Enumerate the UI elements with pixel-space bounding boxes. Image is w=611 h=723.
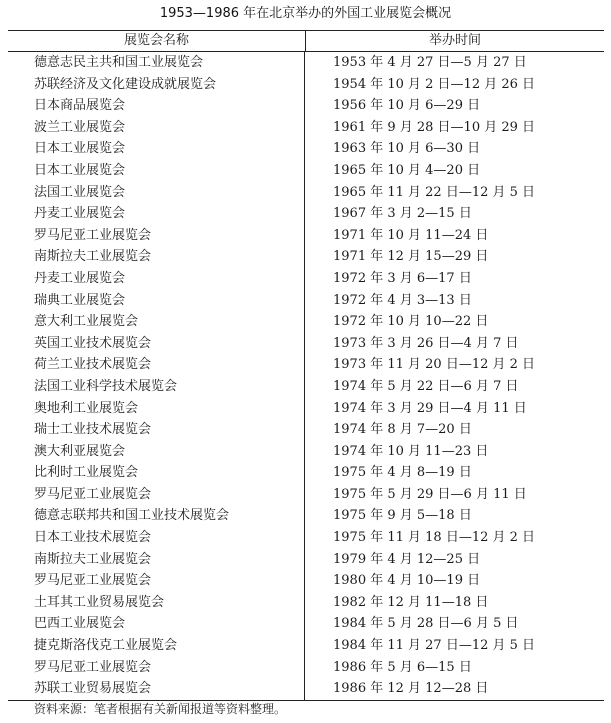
cell-exhibition-name: 南斯拉夫工业展览会 bbox=[8, 549, 305, 571]
cell-exhibition-date: 1956 年 10 月 6—29 日 bbox=[333, 98, 481, 114]
cell-exhibition-date: 1973 年 3 月 26 日—4 月 7 日 bbox=[333, 335, 519, 351]
table-row bbox=[8, 678, 604, 700]
cell-exhibition-date: 1974 年 3 月 29 日—4 月 11 日 bbox=[333, 400, 527, 416]
cell-exhibition-date: 1975 年 11 月 18 日—12 月 2 日 bbox=[333, 530, 536, 546]
cell-exhibition-date: 1979 年 4 月 12—25 日 bbox=[333, 551, 481, 567]
cell-exhibition-name: 罗马尼亚工业展览会 bbox=[8, 225, 305, 247]
table-row bbox=[8, 203, 604, 225]
cell-exhibition-name: 日本工业展览会 bbox=[8, 160, 305, 182]
cell-exhibition-date: 1986 年 12 月 12—28 日 bbox=[333, 681, 489, 697]
cell-exhibition-name: 日本工业技术展览会 bbox=[8, 527, 305, 549]
table-row bbox=[8, 246, 604, 268]
cell-exhibition-name: 荷兰工业技术展览会 bbox=[8, 354, 305, 376]
cell-exhibition-name: 奥地利工业展览会 bbox=[8, 398, 305, 420]
table-title: 1953—1986 年在北京举办的外国工业展览会概况 bbox=[159, 6, 452, 21]
cell-exhibition-name: 日本商品展览会 bbox=[8, 95, 305, 117]
table-row bbox=[8, 657, 604, 679]
cell-exhibition-date: 1971 年 10 月 11—24 日 bbox=[333, 227, 489, 243]
table-row bbox=[8, 290, 604, 312]
cell-exhibition-date: 1971 年 12 月 15—29 日 bbox=[333, 249, 489, 265]
table-row bbox=[8, 549, 604, 571]
table-row bbox=[8, 160, 604, 182]
cell-exhibition-date: 1974 年 5 月 22 日—6 月 7 日 bbox=[333, 378, 519, 394]
table-row bbox=[8, 74, 604, 96]
table-row bbox=[8, 462, 604, 484]
cell-exhibition-date: 1967 年 3 月 2—15 日 bbox=[333, 206, 472, 222]
table-row bbox=[8, 138, 604, 160]
table-row bbox=[8, 225, 604, 247]
table-header bbox=[8, 31, 604, 52]
table-row bbox=[8, 441, 604, 463]
table-row bbox=[8, 505, 604, 527]
cell-exhibition-name: 澳大利亚展览会 bbox=[8, 441, 305, 463]
table-row bbox=[8, 419, 604, 441]
cell-exhibition-date: 1984 年 5 月 28 日—6 月 5 日 bbox=[333, 616, 519, 632]
table-row bbox=[8, 376, 604, 398]
table-row bbox=[8, 268, 604, 290]
cell-exhibition-date: 1961 年 9 月 28 日—10 月 29 日 bbox=[333, 119, 536, 135]
cell-exhibition-date: 1982 年 12 月 11—18 日 bbox=[333, 594, 489, 610]
cell-exhibition-name: 苏联工业贸易展览会 bbox=[8, 678, 305, 700]
cell-exhibition-name: 日本工业展览会 bbox=[8, 138, 305, 160]
table-row bbox=[8, 613, 604, 635]
cell-exhibition-name: 罗马尼亚工业展览会 bbox=[8, 657, 305, 679]
table-row bbox=[8, 527, 604, 549]
table-row bbox=[8, 354, 604, 376]
table-row bbox=[8, 95, 604, 117]
cell-exhibition-date: 1984 年 11 月 27 日—12 月 5 日 bbox=[333, 638, 536, 654]
cell-exhibition-date: 1975 年 5 月 29 日—6 月 11 日 bbox=[333, 486, 527, 502]
cell-exhibition-name: 巴西工业展览会 bbox=[8, 613, 305, 635]
cell-exhibition-date: 1980 年 4 月 10—19 日 bbox=[333, 573, 481, 589]
cell-exhibition-date: 1954 年 10 月 2 日—12 月 26 日 bbox=[333, 76, 536, 92]
cell-exhibition-name: 罗马尼亚工业展览会 bbox=[8, 570, 305, 592]
cell-exhibition-name: 德意志联邦共和国工业技术展览会 bbox=[8, 505, 305, 527]
cell-exhibition-date: 1986 年 5 月 6—15 日 bbox=[333, 659, 472, 675]
table-row bbox=[8, 311, 604, 333]
cell-exhibition-name: 德意志民主共和国工业展览会 bbox=[8, 52, 305, 74]
table-row bbox=[8, 484, 604, 506]
cell-exhibition-name: 丹麦工业展览会 bbox=[8, 203, 305, 225]
cell-exhibition-name: 法国工业科学技术展览会 bbox=[8, 376, 305, 398]
cell-exhibition-date: 1963 年 10 月 6—30 日 bbox=[333, 141, 481, 157]
table-row bbox=[8, 333, 604, 355]
cell-exhibition-name: 南斯拉夫工业展览会 bbox=[8, 246, 305, 268]
cell-exhibition-name: 苏联经济及文化建设成就展览会 bbox=[8, 74, 305, 96]
cell-exhibition-name: 罗马尼亚工业展览会 bbox=[8, 484, 305, 506]
cell-exhibition-date: 1972 年 4 月 3—13 日 bbox=[333, 292, 472, 308]
cell-exhibition-name: 土耳其工业贸易展览会 bbox=[8, 592, 305, 614]
cell-exhibition-name: 比利时工业展览会 bbox=[8, 462, 305, 484]
table-row bbox=[8, 398, 604, 420]
cell-exhibition-name: 捷克斯洛伐克工业展览会 bbox=[8, 635, 305, 657]
table-row bbox=[8, 635, 604, 657]
cell-exhibition-date: 1953 年 4 月 27 日—5 月 27 日 bbox=[333, 55, 527, 70]
cell-exhibition-name: 丹麦工业展览会 bbox=[8, 268, 305, 290]
source-note: 资料来源：笔者根据有关新闻报道等资料整理。 bbox=[34, 702, 287, 716]
cell-exhibition-name: 意大利工业展览会 bbox=[8, 311, 305, 333]
table-row bbox=[8, 592, 604, 614]
table-row bbox=[8, 117, 604, 139]
cell-exhibition-date: 1974 年 10 月 11—23 日 bbox=[333, 443, 489, 459]
cell-exhibition-name: 波兰工业展览会 bbox=[8, 117, 305, 139]
cell-exhibition-date: 1975 年 9 月 5—18 日 bbox=[333, 508, 472, 524]
cell-exhibition-date: 1974 年 8 月 7—20 日 bbox=[333, 422, 472, 438]
header-exhibition-name: 展览会名称 bbox=[8, 31, 306, 51]
header-exhibition-date: 举办时间 bbox=[428, 33, 481, 48]
cell-exhibition-name: 瑞士工业技术展览会 bbox=[8, 419, 305, 441]
table-body bbox=[8, 52, 604, 700]
cell-exhibition-date: 1972 年 3 月 6—17 日 bbox=[333, 270, 472, 286]
cell-exhibition-date: 1975 年 4 月 8—19 日 bbox=[333, 465, 472, 481]
cell-exhibition-name: 法国工业展览会 bbox=[8, 182, 305, 204]
table-row bbox=[8, 182, 604, 204]
table-row bbox=[8, 570, 604, 592]
cell-exhibition-date: 1973 年 11 月 20 日—12 月 2 日 bbox=[333, 357, 536, 373]
cell-exhibition-name: 瑞典工业展览会 bbox=[8, 290, 305, 312]
cell-exhibition-date: 1965 年 10 月 4—20 日 bbox=[333, 162, 481, 178]
cell-exhibition-date: 1965 年 11 月 22 日—12 月 5 日 bbox=[333, 184, 536, 200]
cell-exhibition-name: 英国工业技术展览会 bbox=[8, 333, 305, 355]
exhibitions-table bbox=[8, 30, 604, 701]
cell-exhibition-date: 1972 年 10 月 10—22 日 bbox=[333, 314, 489, 330]
table-row bbox=[8, 52, 604, 74]
